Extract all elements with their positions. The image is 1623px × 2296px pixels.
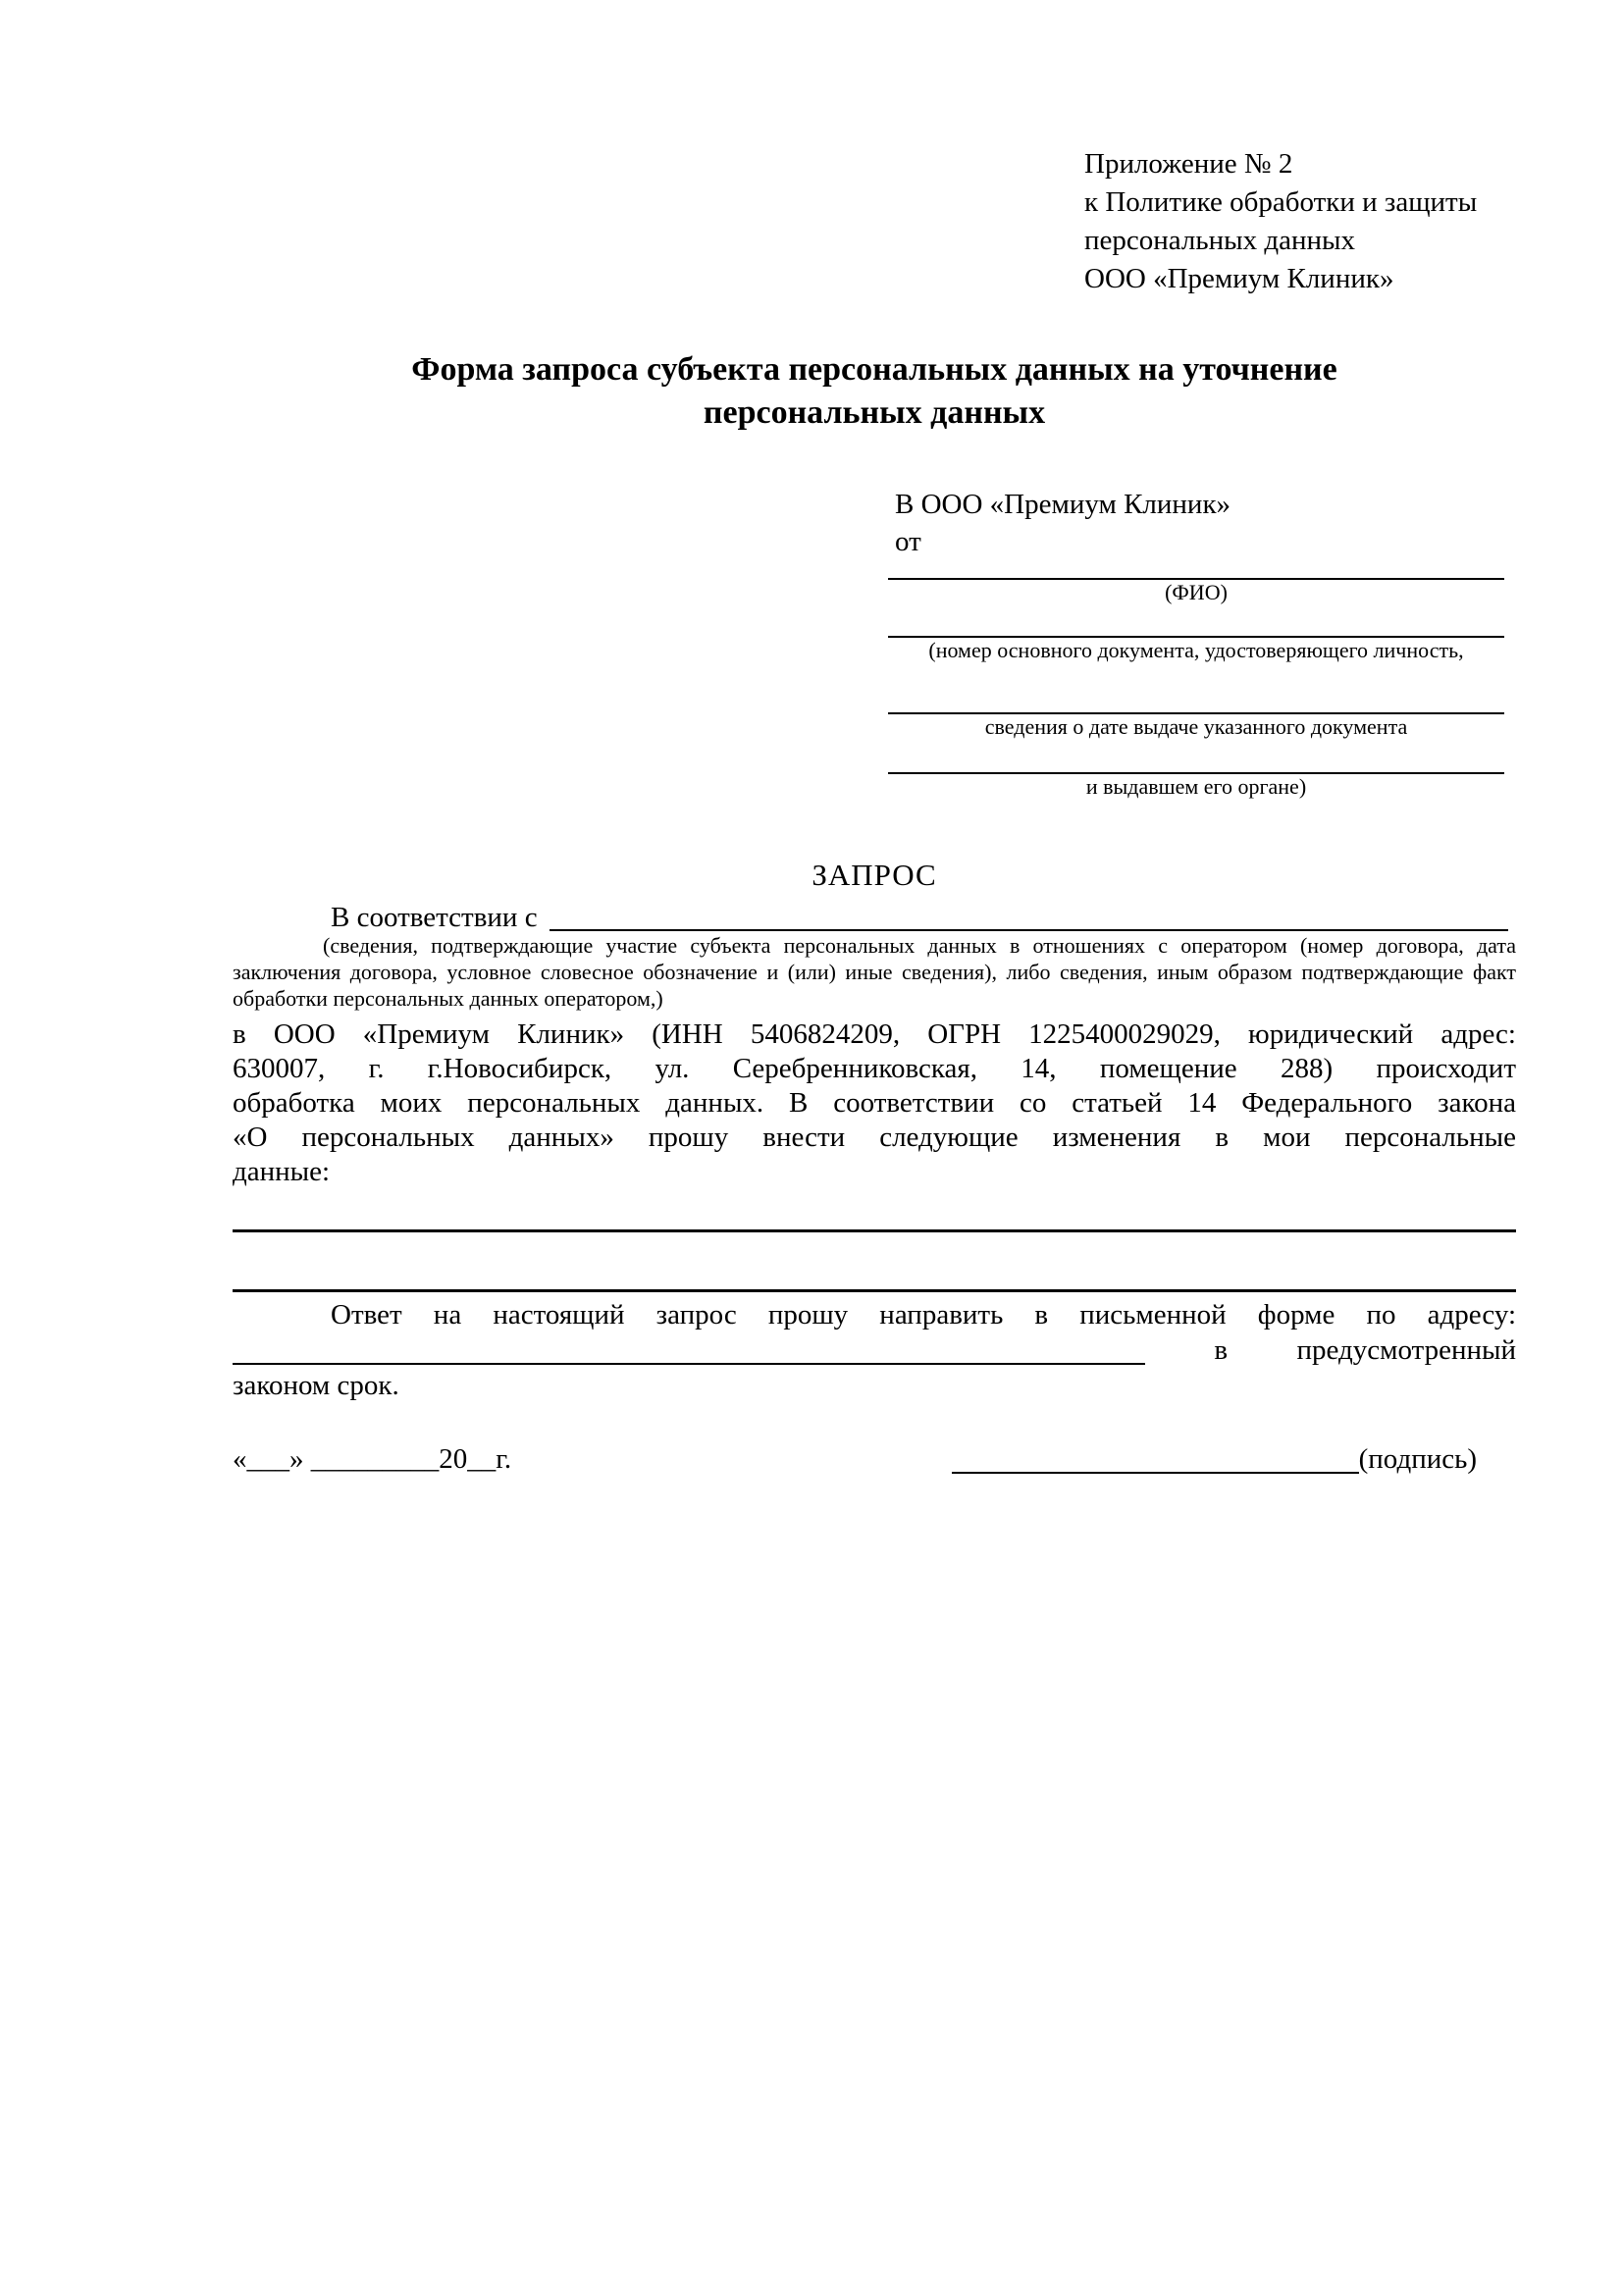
addressee-to: В ООО «Премиум Клиник» [895, 489, 1231, 520]
request-body-line-2: 630007, г. г.Новосибирск, ул. Серебренниковская, 14, помещение 288) происходит [233, 1053, 1516, 1084]
reply-word-v: в [1214, 1334, 1229, 1366]
date-blank: «___» _________20__г. [233, 1443, 512, 1475]
address-blank-line [233, 1332, 1145, 1365]
reply-line-1: Ответ на настоящий запрос прошу направить в письменной форме по адресу: [331, 1299, 1516, 1331]
request-heading: ЗАПРОС [812, 858, 937, 892]
basis-note-line-1: (сведения, подтверждающие участие субъекта персональных данных в отношениях с оператором (номер договора, дата [323, 933, 1516, 958]
basis-note-line-3: обработки персональных данных оператором,) [233, 986, 663, 1011]
request-body-line-4: «О персональных данных» прошу внести следующие изменения в мои персональные [233, 1122, 1516, 1153]
issuing-authority-label: и выдавшем его органе) [1085, 774, 1307, 799]
document-number-blank-line [888, 605, 1504, 638]
request-body-line-3: обработка моих персональных данных. В соответствии со статьей 14 Федерального закона [233, 1087, 1516, 1119]
issuing-authority-blank-line [888, 740, 1504, 774]
basis-note [233, 932, 1516, 1012]
basis-blank-line [550, 899, 1508, 931]
page-title [233, 348, 1516, 435]
date-signature-row [233, 1440, 1516, 1478]
appendix-line-3: персональных данных [1084, 225, 1356, 256]
signature-blank-line [952, 1440, 1359, 1474]
basis-note-line-2: заключения договора, условное словесное обозначение и (или) иные сведения), либо сведения, иным образом подтверждающие факт [233, 960, 1516, 984]
issue-date-blank-line [888, 663, 1504, 714]
page-title-line-2: персональных данных [703, 394, 1046, 431]
reply-word-predusmotrennyj: предусмотренный [1296, 1334, 1516, 1366]
fio-label: (ФИО) [1165, 580, 1228, 604]
reply-paragraph [233, 1297, 1516, 1403]
signature-group [952, 1440, 1477, 1478]
appendix-header [1084, 145, 1526, 298]
basis-prefix: В соответствии с [331, 902, 538, 933]
appendix-line-4: ООО «Премиум Клиник» [1084, 263, 1394, 294]
request-body-line-1: в ООО «Премиум Клиник» (ИНН 5406824209, ОГРН 1225400029029, юридический адрес: [233, 1018, 1516, 1050]
reply-line-2 [233, 1332, 1516, 1368]
addressee-from: от [895, 526, 921, 557]
signature-label: (подпись) [1358, 1443, 1477, 1475]
addressee-block [888, 486, 1504, 800]
changes-blank-line-1 [233, 1229, 1516, 1232]
page-title-line-1: Форма запроса субъекта персональных данных на уточнение [411, 351, 1337, 388]
request-body [233, 1018, 1516, 1189]
appendix-line-2: к Политике обработки и защиты [1084, 186, 1478, 218]
document-number-label: (номер основного документа, удостоверяющего личность, [928, 638, 1464, 662]
request-body-line-5: данные: [233, 1156, 331, 1187]
changes-blank-line-2 [233, 1289, 1516, 1292]
appendix-line-1: Приложение № 2 [1084, 148, 1293, 180]
reply-line-3: законом срок. [233, 1370, 399, 1401]
fio-blank-line [888, 560, 1504, 580]
basis-row [233, 899, 1516, 936]
issue-date-label: сведения о дате выдаче указанного документа [984, 714, 1408, 739]
